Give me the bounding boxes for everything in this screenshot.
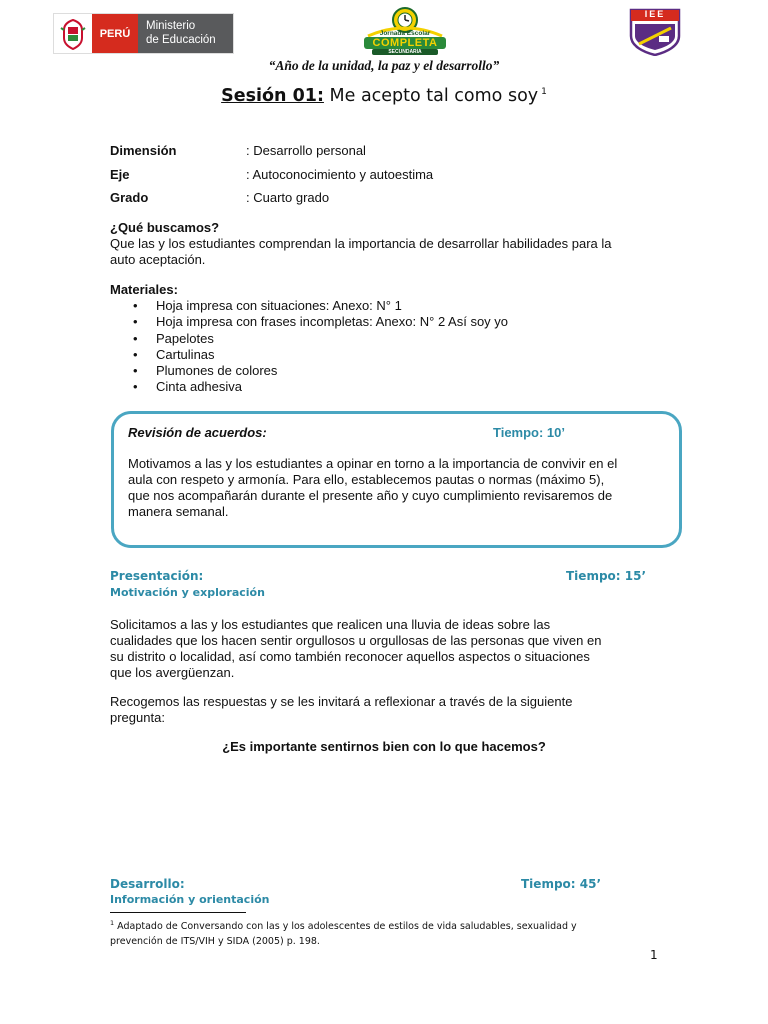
info-value-grade: : Cuarto grado	[246, 190, 330, 205]
info-label-axis: Eje	[110, 167, 130, 182]
footnote-marker: 1	[110, 919, 115, 927]
page-number: 1	[650, 948, 658, 962]
paragraph-line: cualidades que los hacen sentir orgullosos u orgullosas de las personas que viven en	[110, 633, 602, 648]
footnote-line-1: Adaptado de Conversando con las y los adolescentes de estilos de vida saludables, sexualidad y	[117, 921, 577, 933]
agreements-line: aula con respeto y armonía. Para ello, establecemos pautas o normas (máximo 5),	[128, 472, 605, 487]
jec-text-bottom: SECUNDARIA	[388, 49, 422, 55]
school-crest-text: IEE	[644, 9, 666, 19]
footnote-line-2: prevención de ITS/VIH y SIDA (2005) p. 198.	[110, 936, 320, 948]
jornada-escolar-completa-logo	[358, 6, 452, 56]
reflection-question: ¿Es importante sentirnos bien con lo que hacemos?	[222, 739, 546, 754]
info-value-axis: : Autoconocimiento y autoestima	[246, 167, 434, 182]
school-crest-logo	[627, 6, 683, 56]
presentation-paragraph-1	[110, 617, 658, 681]
presentation-paragraph-2	[110, 694, 658, 726]
agreements-line: que nos acompañarán durante el presente año y cuyo cumplimiento revisaremos de	[128, 488, 613, 503]
ministry-line-1: Ministerio	[146, 20, 196, 32]
paragraph-line: Solicitamos a las y los estudiantes que realicen una lluvia de ideas sobre las	[110, 617, 551, 632]
session-title	[0, 86, 768, 106]
agreements-line: Motivamos a las y los estudiantes a opinar en torno a la importancia de convivir en el	[128, 456, 618, 471]
info-label-grade: Grado	[110, 190, 149, 205]
materials-list	[133, 298, 508, 396]
peru-coat-of-arms-icon	[54, 14, 92, 53]
paragraph-line: pregunta:	[110, 710, 165, 725]
session-title-footnote-ref: 1	[541, 87, 547, 98]
goal-heading: ¿Qué buscamos?	[110, 220, 220, 235]
jec-text-main: COMPLETA	[372, 37, 438, 49]
presentation-heading: Presentación:	[110, 569, 204, 583]
agreements-line: manera semanal.	[128, 504, 229, 519]
agreements-heading: Revisión de acuerdos:	[128, 425, 267, 440]
session-title-text: Me acepto tal como soy	[329, 86, 539, 106]
development-heading: Desarrollo:	[110, 877, 185, 891]
development-time: Tiempo: 45’	[521, 877, 602, 891]
presentation-subheading: Motivación y exploración	[110, 586, 265, 599]
minedu-logo	[53, 13, 234, 54]
list-item: • Hoja impresa con frases incompletas: Anexo: N° 2 Así soy yo	[133, 314, 508, 330]
list-item: • Papelotes	[133, 331, 508, 347]
list-item: • Hoja impresa con situaciones: Anexo: N° 1	[133, 298, 508, 314]
peru-brand-label: PERÚ	[92, 14, 138, 53]
development-subheading: Información y orientación	[110, 893, 270, 906]
motto: “Año de la unidad, la paz y el desarrollo”	[268, 58, 500, 73]
info-label-dimension: Dimensión	[110, 143, 177, 158]
presentation-time: Tiempo: 15’	[566, 569, 647, 583]
list-item: • Plumones de colores	[133, 363, 508, 379]
paragraph-line: Recogemos las respuestas y se les invitará a reflexionar a través de la siguiente	[110, 694, 573, 709]
footnote-divider	[110, 912, 246, 913]
materials-heading: Materiales:	[110, 282, 178, 297]
footnote	[110, 916, 577, 949]
agreements-time: Tiempo: 10’	[493, 425, 566, 440]
paragraph-line: que los avergüenzan.	[110, 665, 235, 680]
goal-line-1: Que las y los estudiantes comprendan la importancia de desarrollar habilidades para la	[110, 236, 612, 251]
paragraph-line: su distrito o localidad, así como también reconocer aquellos aspectos o situaciones	[110, 649, 590, 664]
list-item: • Cinta adhesiva	[133, 379, 508, 395]
agreements-text	[128, 456, 666, 520]
session-title-prefix: Sesión 01:	[221, 86, 324, 106]
jec-text-top: Jornada Escolar	[379, 30, 431, 37]
info-value-dimension: : Desarrollo personal	[246, 143, 366, 158]
ministry-label	[138, 14, 233, 53]
goal-line-2: auto aceptación.	[110, 252, 206, 267]
ministry-line-2: de Educación	[146, 34, 216, 46]
list-item: • Cartulinas	[133, 347, 508, 363]
